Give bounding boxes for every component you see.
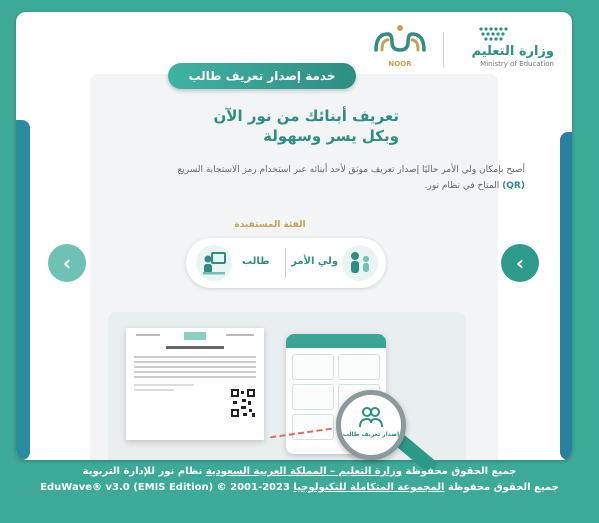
magnifier-label: إصدار تعريف طالب — [342, 431, 400, 438]
footer-version: EduWave® v3.0 (EMIS Edition) © 2001-2023 — [40, 482, 290, 493]
headline-line-2: وبكل يسر وسهولة — [263, 127, 399, 145]
chevron-icon: ‹ — [515, 251, 525, 275]
footer — [0, 464, 599, 496]
audience-student-label: طالب — [242, 256, 270, 267]
moe-name-ar: وزارة التعليم — [471, 44, 554, 59]
carousel-prev-button[interactable] — [48, 244, 86, 282]
footer-copyright-2: جميع الحقوق محفوظة — [447, 482, 559, 493]
description-text-1: أصبح بإمكان ولي الأمر حاليًا إصدار تعريف موثق لأحد أبنائه عبر استخدام رمز الاستجابة السريع — [177, 165, 525, 175]
audience-panel — [186, 238, 386, 288]
footer-line-2 — [0, 480, 599, 496]
audience-title: الفئة المستفيدة — [234, 220, 306, 230]
document-lines — [126, 328, 264, 440]
description-qr: (QR) — [502, 181, 525, 191]
qr-code-icon — [230, 388, 256, 418]
phone-header — [286, 334, 386, 348]
audience-divider — [285, 248, 286, 278]
right-accent-bar — [560, 132, 572, 460]
carousel-next-button[interactable] — [501, 244, 539, 282]
moe-name-en: Ministry of Education — [480, 60, 554, 68]
footer-system-name: نظام نور للإدارة التربوية — [82, 466, 203, 477]
headline-line-1: تعريف أبنائك من نور الآن — [213, 107, 399, 125]
audience-parent-label: ولي الأمر — [291, 256, 338, 267]
noor-wordmark: NOOR — [388, 60, 412, 68]
footer-copyright-1: جميع الحقوق محفوظة — [405, 466, 517, 477]
student-id-icon — [357, 405, 385, 429]
left-accent-bar — [16, 120, 30, 460]
headline — [139, 106, 399, 146]
service-description — [175, 162, 525, 194]
magnifier-icon — [336, 390, 406, 460]
phone-tile — [292, 384, 334, 410]
logo-divider — [443, 32, 444, 68]
service-title: خدمة إصدار تعريف طالب — [168, 63, 356, 89]
student-icon — [196, 245, 232, 281]
phone-tile — [292, 354, 334, 380]
description-text-2: المتاح في نظام نور. — [424, 181, 500, 191]
footer-ministry-link[interactable]: وزارة التعليم – المملكة العربية السعودية — [205, 466, 402, 477]
chevron-icon: ‹ — [62, 251, 72, 275]
phone-tile — [292, 414, 334, 440]
moe-logo-icon — [478, 26, 508, 42]
certificate-document — [126, 328, 264, 440]
footer-line-1 — [0, 464, 599, 480]
parent-icon — [342, 245, 378, 281]
phone-tile — [338, 354, 380, 380]
moe-logo — [434, 26, 554, 72]
noor-logo-icon — [366, 20, 434, 60]
footer-company-link[interactable]: المجموعة المتكاملة للتكنولوجيا — [293, 482, 445, 493]
noor-logo — [366, 20, 434, 72]
